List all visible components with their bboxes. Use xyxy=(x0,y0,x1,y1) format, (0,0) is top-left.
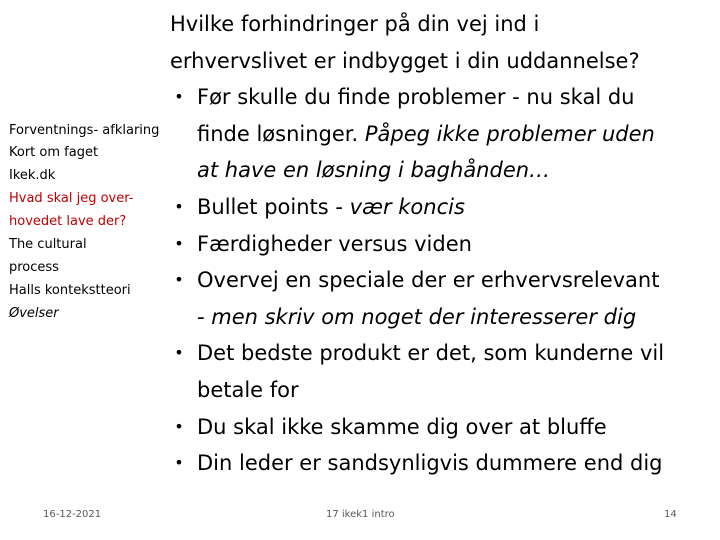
bullet-icon: • xyxy=(174,343,184,363)
bullet-item xyxy=(170,335,710,408)
bullet-text: Du skal ikke skamme dig over at bluffe xyxy=(197,414,607,439)
bullet-icon: • xyxy=(174,87,184,107)
bullet-item xyxy=(170,189,710,226)
agenda-item-halls-kontekstteori[interactable] xyxy=(9,279,159,302)
agenda-item-label: Halls kontekstteori xyxy=(9,283,131,298)
bullet-item xyxy=(170,445,710,482)
question-line: erhvervslivet er indbygget i din uddannelse? xyxy=(170,48,640,73)
agenda-item-label-line: Hvad skal jeg over- xyxy=(9,191,134,206)
agenda-item-label-line: Forventnings- xyxy=(9,123,99,138)
agenda-item-forventningsafklaring[interactable] xyxy=(9,120,159,141)
footer-title: 17 ikek1 intro xyxy=(326,509,395,520)
bullet-icon: • xyxy=(174,416,184,436)
agenda-item-label: Øvelser xyxy=(9,306,59,321)
bullet-emphasis: Påpeg ikke problemer uden xyxy=(364,121,655,146)
bullet-text: Før skulle du finde problemer - nu skal du xyxy=(197,85,635,110)
agenda-item-ovelser[interactable] xyxy=(9,302,159,325)
bullet-emphasis: - men skriv om noget der interesserer dig xyxy=(197,304,637,329)
bullet-icon: • xyxy=(174,270,184,290)
agenda-item-label-line: afklaring xyxy=(102,123,160,138)
bullet-item xyxy=(170,409,710,446)
bullet-icon: • xyxy=(174,196,184,216)
bullet-icon: • xyxy=(174,233,184,253)
bullet-text-line xyxy=(197,189,710,226)
agenda-item-label-line: hovedet lave der? xyxy=(9,214,127,229)
slide-number: 14 xyxy=(664,509,677,520)
agenda-item-label: Kort om faget xyxy=(9,145,99,160)
agenda-item-label-line: The cultural xyxy=(9,237,87,252)
bullet-icon: • xyxy=(174,453,184,473)
bullet-emphasis: at have en løsning i baghånden… xyxy=(197,158,551,183)
slide-question xyxy=(170,6,710,79)
agenda-item-cultural-process[interactable] xyxy=(9,233,159,279)
agenda-item-label: Ikek.dk xyxy=(9,168,56,183)
bullet-list xyxy=(170,79,710,482)
bullet-item xyxy=(170,226,710,263)
question-line: Hvilke forhindringer på din vej ind i xyxy=(170,12,540,36)
bullet-item xyxy=(170,262,710,335)
agenda-item-kort-om-faget[interactable] xyxy=(9,141,159,164)
bullet-text: finde løsninger. xyxy=(197,121,359,146)
bullet-text: Bullet points - xyxy=(197,194,350,219)
agenda-item-hvad-skal-jeg[interactable] xyxy=(9,187,159,233)
slide-body xyxy=(170,6,710,482)
bullet-text: Overvej en speciale der er erhvervsrelevant xyxy=(197,268,660,293)
bullet-text: Færdigheder versus viden xyxy=(197,231,472,256)
agenda-sidebar xyxy=(9,120,159,325)
bullet-text: betale for xyxy=(197,377,299,402)
bullet-text-line xyxy=(197,116,710,153)
bullet-text: Det bedste produkt er det, som kunderne vil xyxy=(197,341,665,366)
bullet-item xyxy=(170,79,710,189)
footer-date: 16-12-2021 xyxy=(43,509,102,520)
bullet-text: Din leder er sandsynligvis dummere end dig xyxy=(197,451,663,476)
bullet-emphasis: vær koncis xyxy=(349,194,465,219)
agenda-item-label-line: process xyxy=(9,260,59,275)
agenda-item-ikek-dk[interactable] xyxy=(9,164,159,187)
